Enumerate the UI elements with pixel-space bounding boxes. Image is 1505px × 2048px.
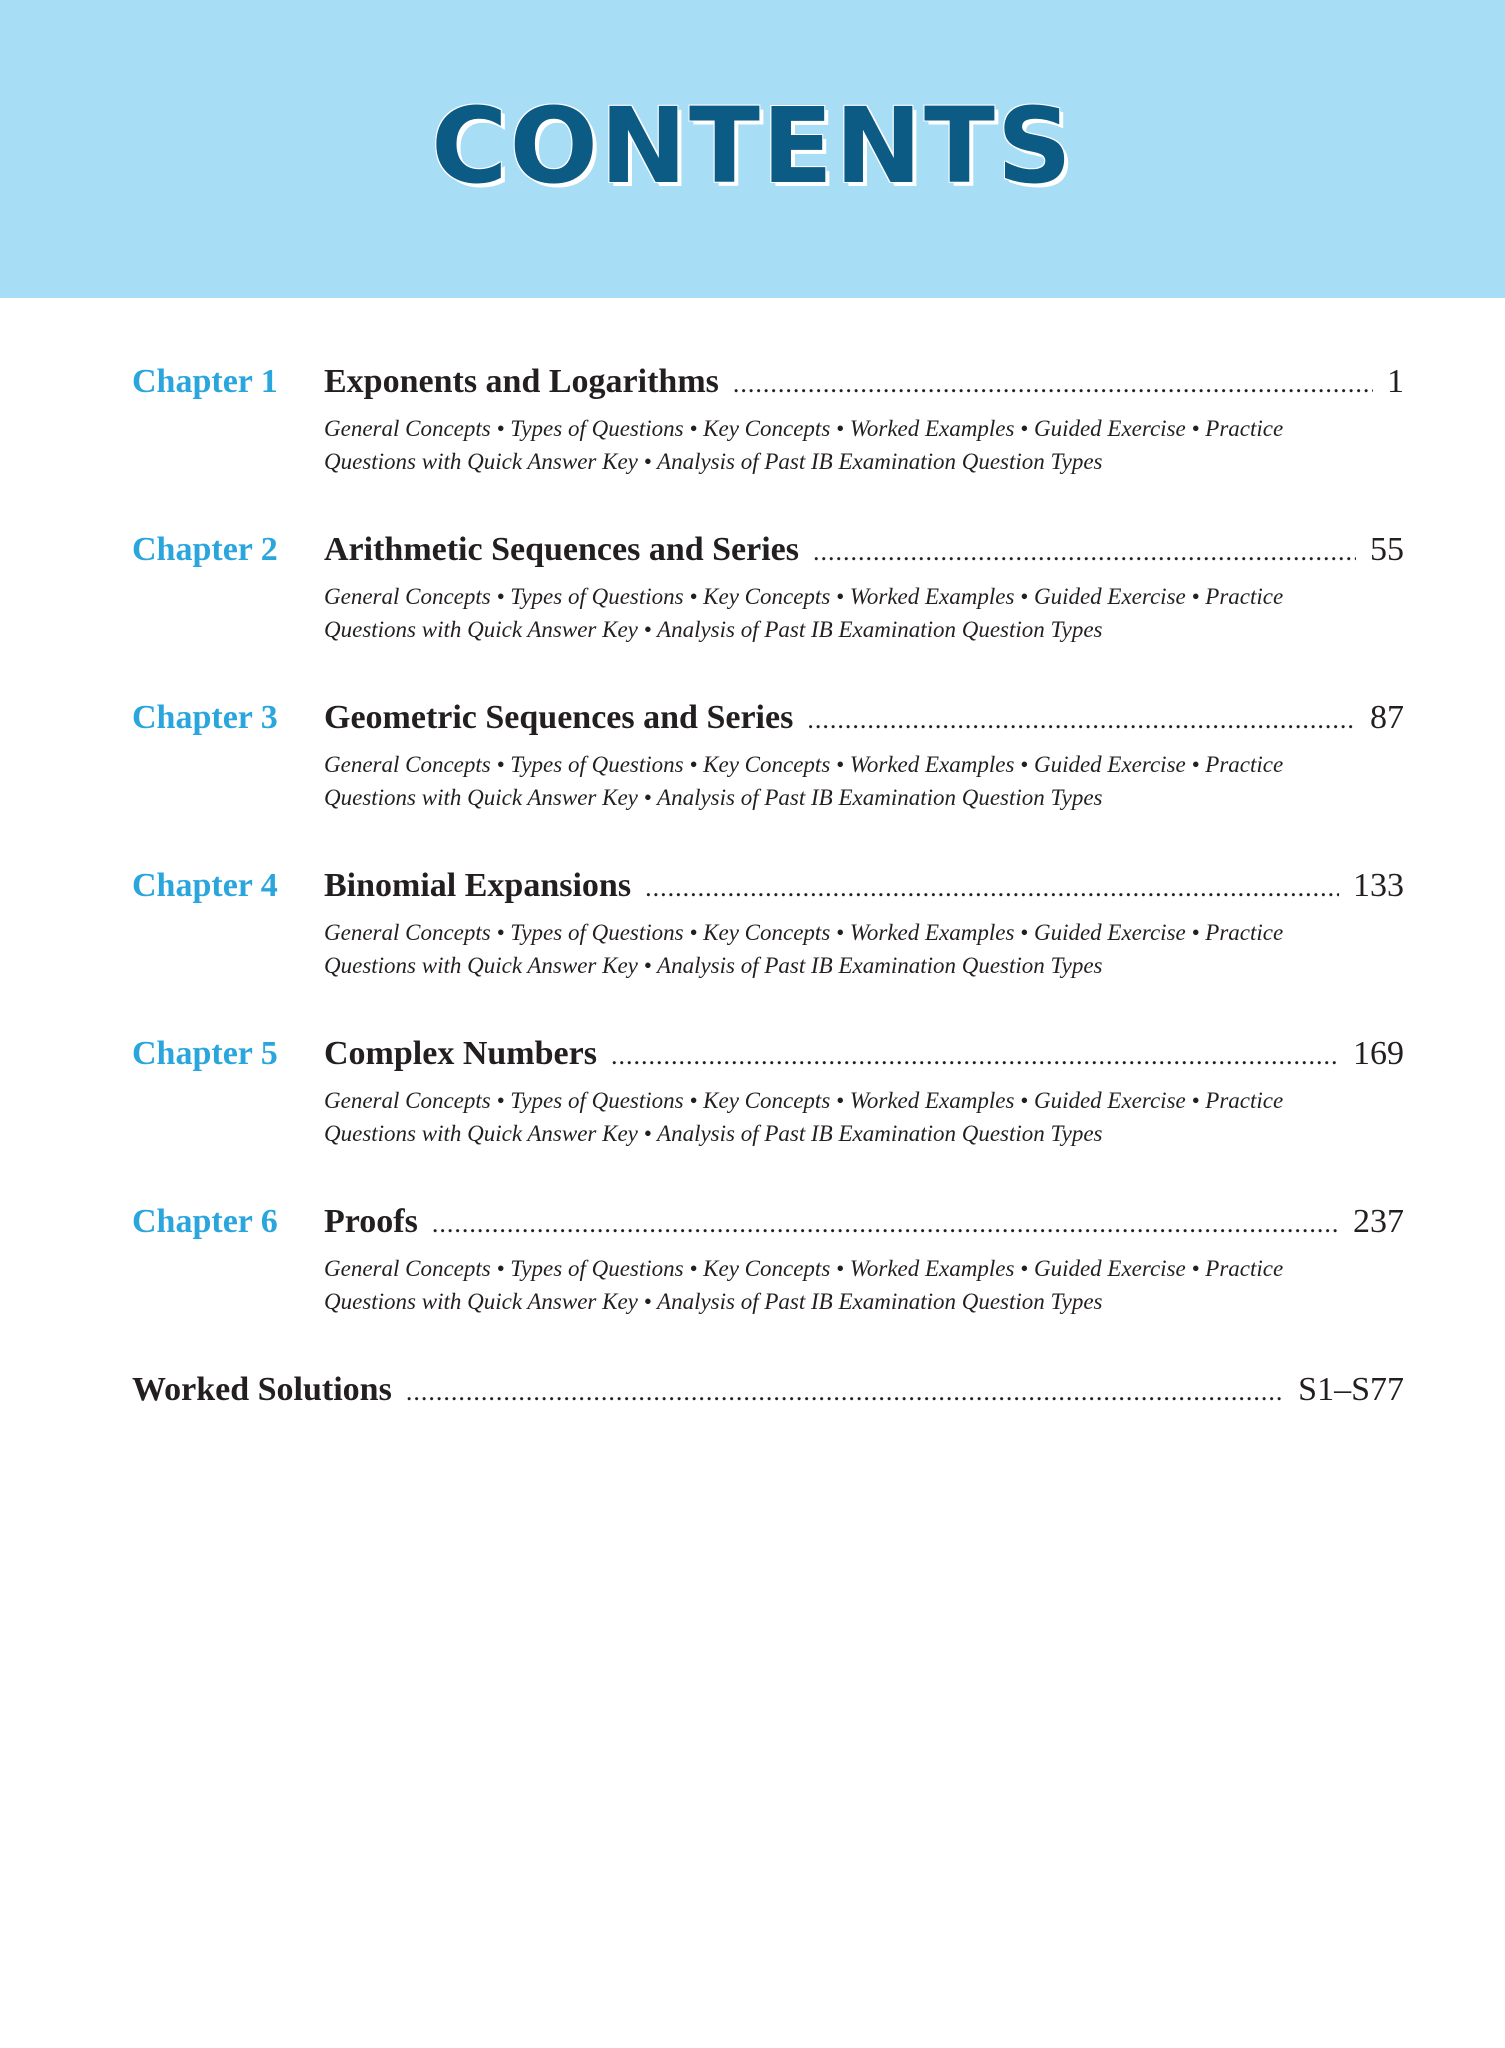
chapter-label: Chapter 5 xyxy=(132,1035,278,1072)
chapter-description: General Concepts • Types of Questions • Key Concepts • Worked Examples • Guided Exercise • Practice Questions with Quick Answer Key • Analysis of Past IB Examination Question Types xyxy=(324,752,1284,810)
page-number: 55 xyxy=(1370,531,1404,568)
dot-leader xyxy=(813,528,1356,576)
chapter-label: Chapter 2 xyxy=(132,531,278,568)
entry-main xyxy=(324,694,1404,814)
toc-entry-chapter-4[interactable] xyxy=(132,862,1404,1030)
title-line xyxy=(324,1198,1404,1248)
entry-main xyxy=(324,862,1404,982)
title-line xyxy=(324,358,1404,408)
page-number: 133 xyxy=(1353,867,1404,904)
toc-entry-chapter-5[interactable] xyxy=(132,1030,1404,1198)
chapter-description: General Concepts • Types of Questions • Key Concepts • Worked Examples • Guided Exercise • Practice Questions with Quick Answer Key • Analysis of Past IB Examination Question Types xyxy=(324,920,1284,978)
title-line xyxy=(324,1030,1404,1080)
dot-leader xyxy=(611,1032,1339,1080)
chapter-label: Chapter 1 xyxy=(132,363,278,400)
dot-leader xyxy=(432,1200,1339,1248)
toc-entry-chapter-3[interactable] xyxy=(132,694,1404,862)
title-line xyxy=(324,694,1404,744)
page-number: 237 xyxy=(1353,1203,1404,1240)
chapter-title: Complex Numbers xyxy=(324,1035,597,1072)
chapter-title: Exponents and Logarithms xyxy=(324,363,719,400)
toc-entry-chapter-2[interactable] xyxy=(132,526,1404,694)
page-number: 1 xyxy=(1387,363,1404,400)
title-line xyxy=(324,862,1404,912)
chapter-description: General Concepts • Types of Questions • Key Concepts • Worked Examples • Guided Exercise • Practice Questions with Quick Answer Key • Analysis of Past IB Examination Question Types xyxy=(324,416,1284,474)
title-line xyxy=(324,526,1404,576)
worked-solutions-title: Worked Solutions xyxy=(132,1371,392,1408)
page-number: 169 xyxy=(1353,1035,1404,1072)
chapter-description: General Concepts • Types of Questions • Key Concepts • Worked Examples • Guided Exercise • Practice Questions with Quick Answer Key • Analysis of Past IB Examination Question Types xyxy=(324,1256,1284,1314)
chapter-label: Chapter 3 xyxy=(132,699,278,736)
dot-leader xyxy=(406,1368,1284,1416)
page-number: 87 xyxy=(1370,699,1404,736)
toc-entry-chapter-1[interactable] xyxy=(132,358,1404,526)
entry-main xyxy=(324,1198,1404,1318)
dot-leader xyxy=(807,696,1356,744)
entry-main xyxy=(324,526,1404,646)
chapter-title: Proofs xyxy=(324,1203,418,1240)
entry-main xyxy=(324,1030,1404,1150)
header-banner xyxy=(0,0,1505,298)
page-range: S1–S77 xyxy=(1298,1371,1404,1408)
chapter-label: Chapter 6 xyxy=(132,1203,278,1240)
chapter-title: Geometric Sequences and Series xyxy=(324,699,794,736)
dot-leader xyxy=(733,360,1373,408)
toc-entry-worked-solutions[interactable] xyxy=(132,1366,1404,1416)
toc-entry-chapter-6[interactable] xyxy=(132,1198,1404,1366)
dot-leader xyxy=(645,864,1339,912)
table-of-contents xyxy=(132,358,1404,1366)
chapter-label: Chapter 4 xyxy=(132,867,278,904)
chapter-description: General Concepts • Types of Questions • Key Concepts • Worked Examples • Guided Exercise • Practice Questions with Quick Answer Key • Analysis of Past IB Examination Question Types xyxy=(324,584,1284,642)
page-title: CONTENTS xyxy=(431,85,1074,207)
chapter-description: General Concepts • Types of Questions • Key Concepts • Worked Examples • Guided Exercise • Practice Questions with Quick Answer Key • Analysis of Past IB Examination Question Types xyxy=(324,1088,1284,1146)
chapter-title: Binomial Expansions xyxy=(324,867,632,904)
entry-main xyxy=(324,358,1404,478)
chapter-title: Arithmetic Sequences and Series xyxy=(324,531,800,568)
